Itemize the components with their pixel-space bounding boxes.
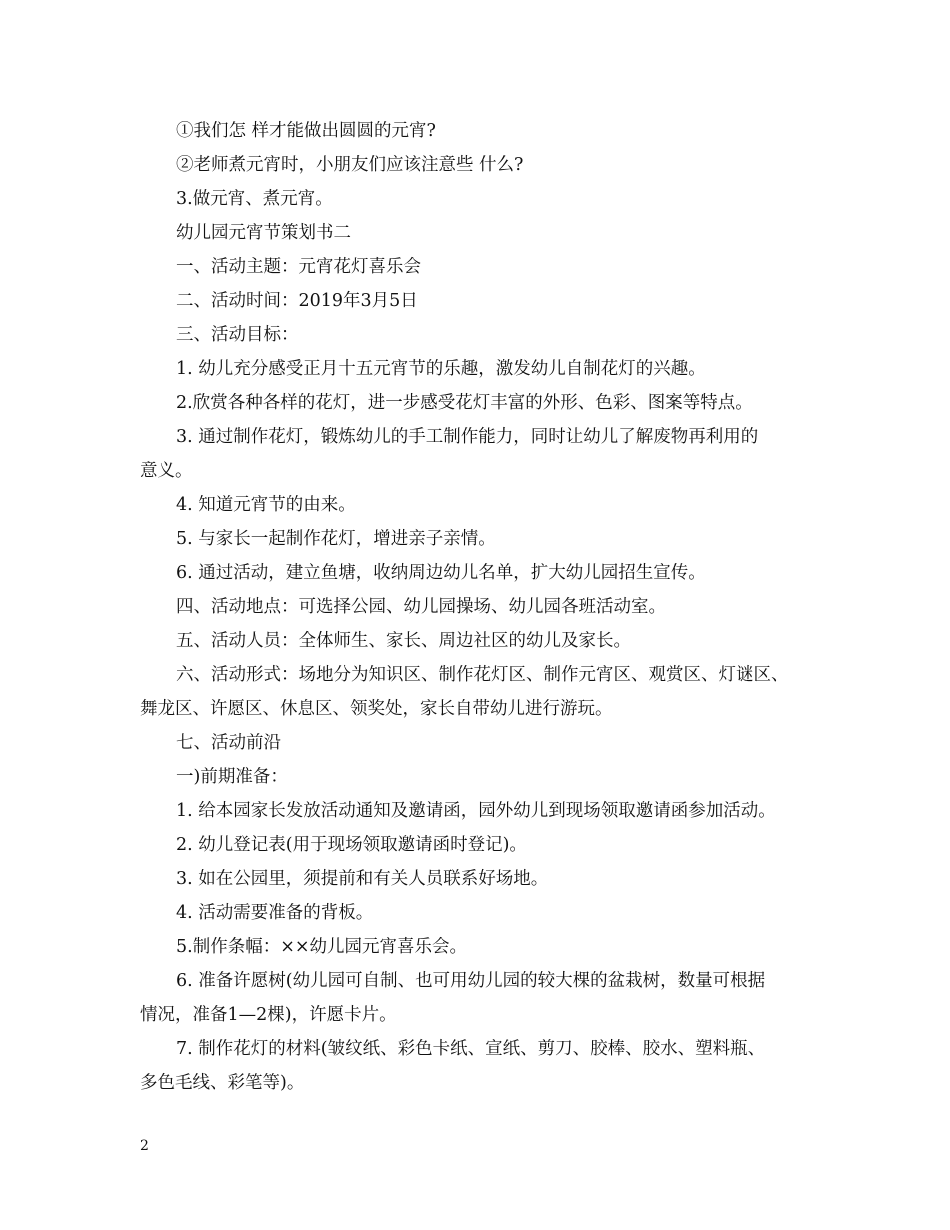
text-line: 3.做元宵、煮元宵。 xyxy=(176,189,333,209)
paragraph-prep-4 xyxy=(140,896,830,930)
paragraph-prep-5 xyxy=(140,930,830,964)
text-line: 意义。 xyxy=(140,461,193,481)
text-line: ②老师煮元宵时，小朋友们应该注意些 什么? xyxy=(176,155,524,175)
text-line: 4. 活动需要准备的背板。 xyxy=(176,903,374,923)
paragraph-goal-3 xyxy=(140,420,830,488)
paragraph-theme xyxy=(140,250,830,284)
paragraph-prep-7 xyxy=(140,1032,830,1100)
paragraph-prep-6 xyxy=(140,964,830,1032)
text-line: 1. 幼儿充分感受正月十五元宵节的乐趣，激发幼儿自制花灯的兴趣。 xyxy=(176,359,706,379)
paragraph-goal-1 xyxy=(140,352,830,386)
paragraph-location xyxy=(140,590,830,624)
text-line: 五、活动人员：全体师生、家长、周边社区的幼儿及家长。 xyxy=(176,631,631,651)
paragraph-participants xyxy=(140,624,830,658)
text-line: 七、活动前沿 xyxy=(176,733,281,753)
text-line: 四、活动地点：可选择公园、幼儿园操场、幼儿园各班活动室。 xyxy=(176,597,666,617)
text-line: 4. 知道元宵节的由来。 xyxy=(176,495,356,515)
text-line: 5.制作条幅：××幼儿园元宵喜乐会。 xyxy=(176,937,468,957)
paragraph-question-2 xyxy=(140,148,830,182)
paragraph-prep-3 xyxy=(140,862,830,896)
paragraph-time xyxy=(140,284,830,318)
paragraph-goal-4 xyxy=(140,488,830,522)
paragraph-question-1 xyxy=(140,114,830,148)
text-line: 3. 如在公园里，须提前和有关人员联系好场地。 xyxy=(176,869,549,889)
text-line: 5. 与家长一起制作花灯，增进亲子亲情。 xyxy=(176,529,496,549)
paragraph-goal-2 xyxy=(140,386,830,420)
paragraph-goal-5 xyxy=(140,522,830,556)
paragraph-prep-heading xyxy=(140,726,830,760)
text-line: 二、活动时间：2019年3月5日 xyxy=(176,291,418,311)
text-line: 三、活动目标： xyxy=(176,325,299,345)
paragraph-prep-1 xyxy=(140,794,830,828)
paragraph-goal-6 xyxy=(140,556,830,590)
text-line: 2. 幼儿登记表(用于现场领取邀请函时登记)。 xyxy=(176,835,527,855)
text-line: 1. 给本园家长发放活动通知及邀请函，园外幼儿到现场领取邀请函参加活动。 xyxy=(176,801,776,821)
text-line: 一、活动主题：元宵花灯喜乐会 xyxy=(176,257,421,277)
text-line: 多色毛线、彩笔等)。 xyxy=(140,1073,305,1093)
text-line: 情况，准备1—2棵)，许愿卡片。 xyxy=(140,1005,397,1025)
text-line: 六、活动形式：场地分为知识区、制作花灯区、制作元宵区、观赏区、灯谜区、 xyxy=(176,665,789,685)
text-line: 2.欣赏各种各样的花灯，进一步感受花灯丰富的外形、色彩、图案等特点。 xyxy=(176,393,753,413)
paragraph-prep-2 xyxy=(140,828,830,862)
paragraph-goals-heading xyxy=(140,318,830,352)
text-line: 6. 通过活动，建立鱼塘，收纳周边幼儿名单，扩大幼儿园招生宣传。 xyxy=(176,563,706,583)
text-line: 3. 通过制作花灯，锻炼幼儿的手工制作能力，同时让幼儿了解废物再利用的 xyxy=(176,427,759,447)
text-line: ①我们怎 样才能做出圆圆的元宵? xyxy=(176,121,436,141)
page-number: 2 xyxy=(140,1138,149,1154)
text-line: 一)前期准备： xyxy=(176,767,288,787)
text-line: 幼儿园元宵节策划书二 xyxy=(176,223,351,243)
text-line: 舞龙区、许愿区、休息区、领奖处，家长自带幼儿进行游玩。 xyxy=(140,699,613,719)
text-line: 6. 准备许愿树(幼儿园可自制、也可用幼儿园的较大棵的盆栽树，数量可根据 xyxy=(176,971,766,991)
paragraph-step-3 xyxy=(140,182,830,216)
text-line: 7. 制作花灯的材料(皱纹纸、彩色卡纸、宣纸、剪刀、胶棒、胶水、塑料瓶、 xyxy=(176,1039,766,1059)
paragraph-early-prep xyxy=(140,760,830,794)
section-title xyxy=(140,216,830,250)
paragraph-format xyxy=(140,658,830,726)
